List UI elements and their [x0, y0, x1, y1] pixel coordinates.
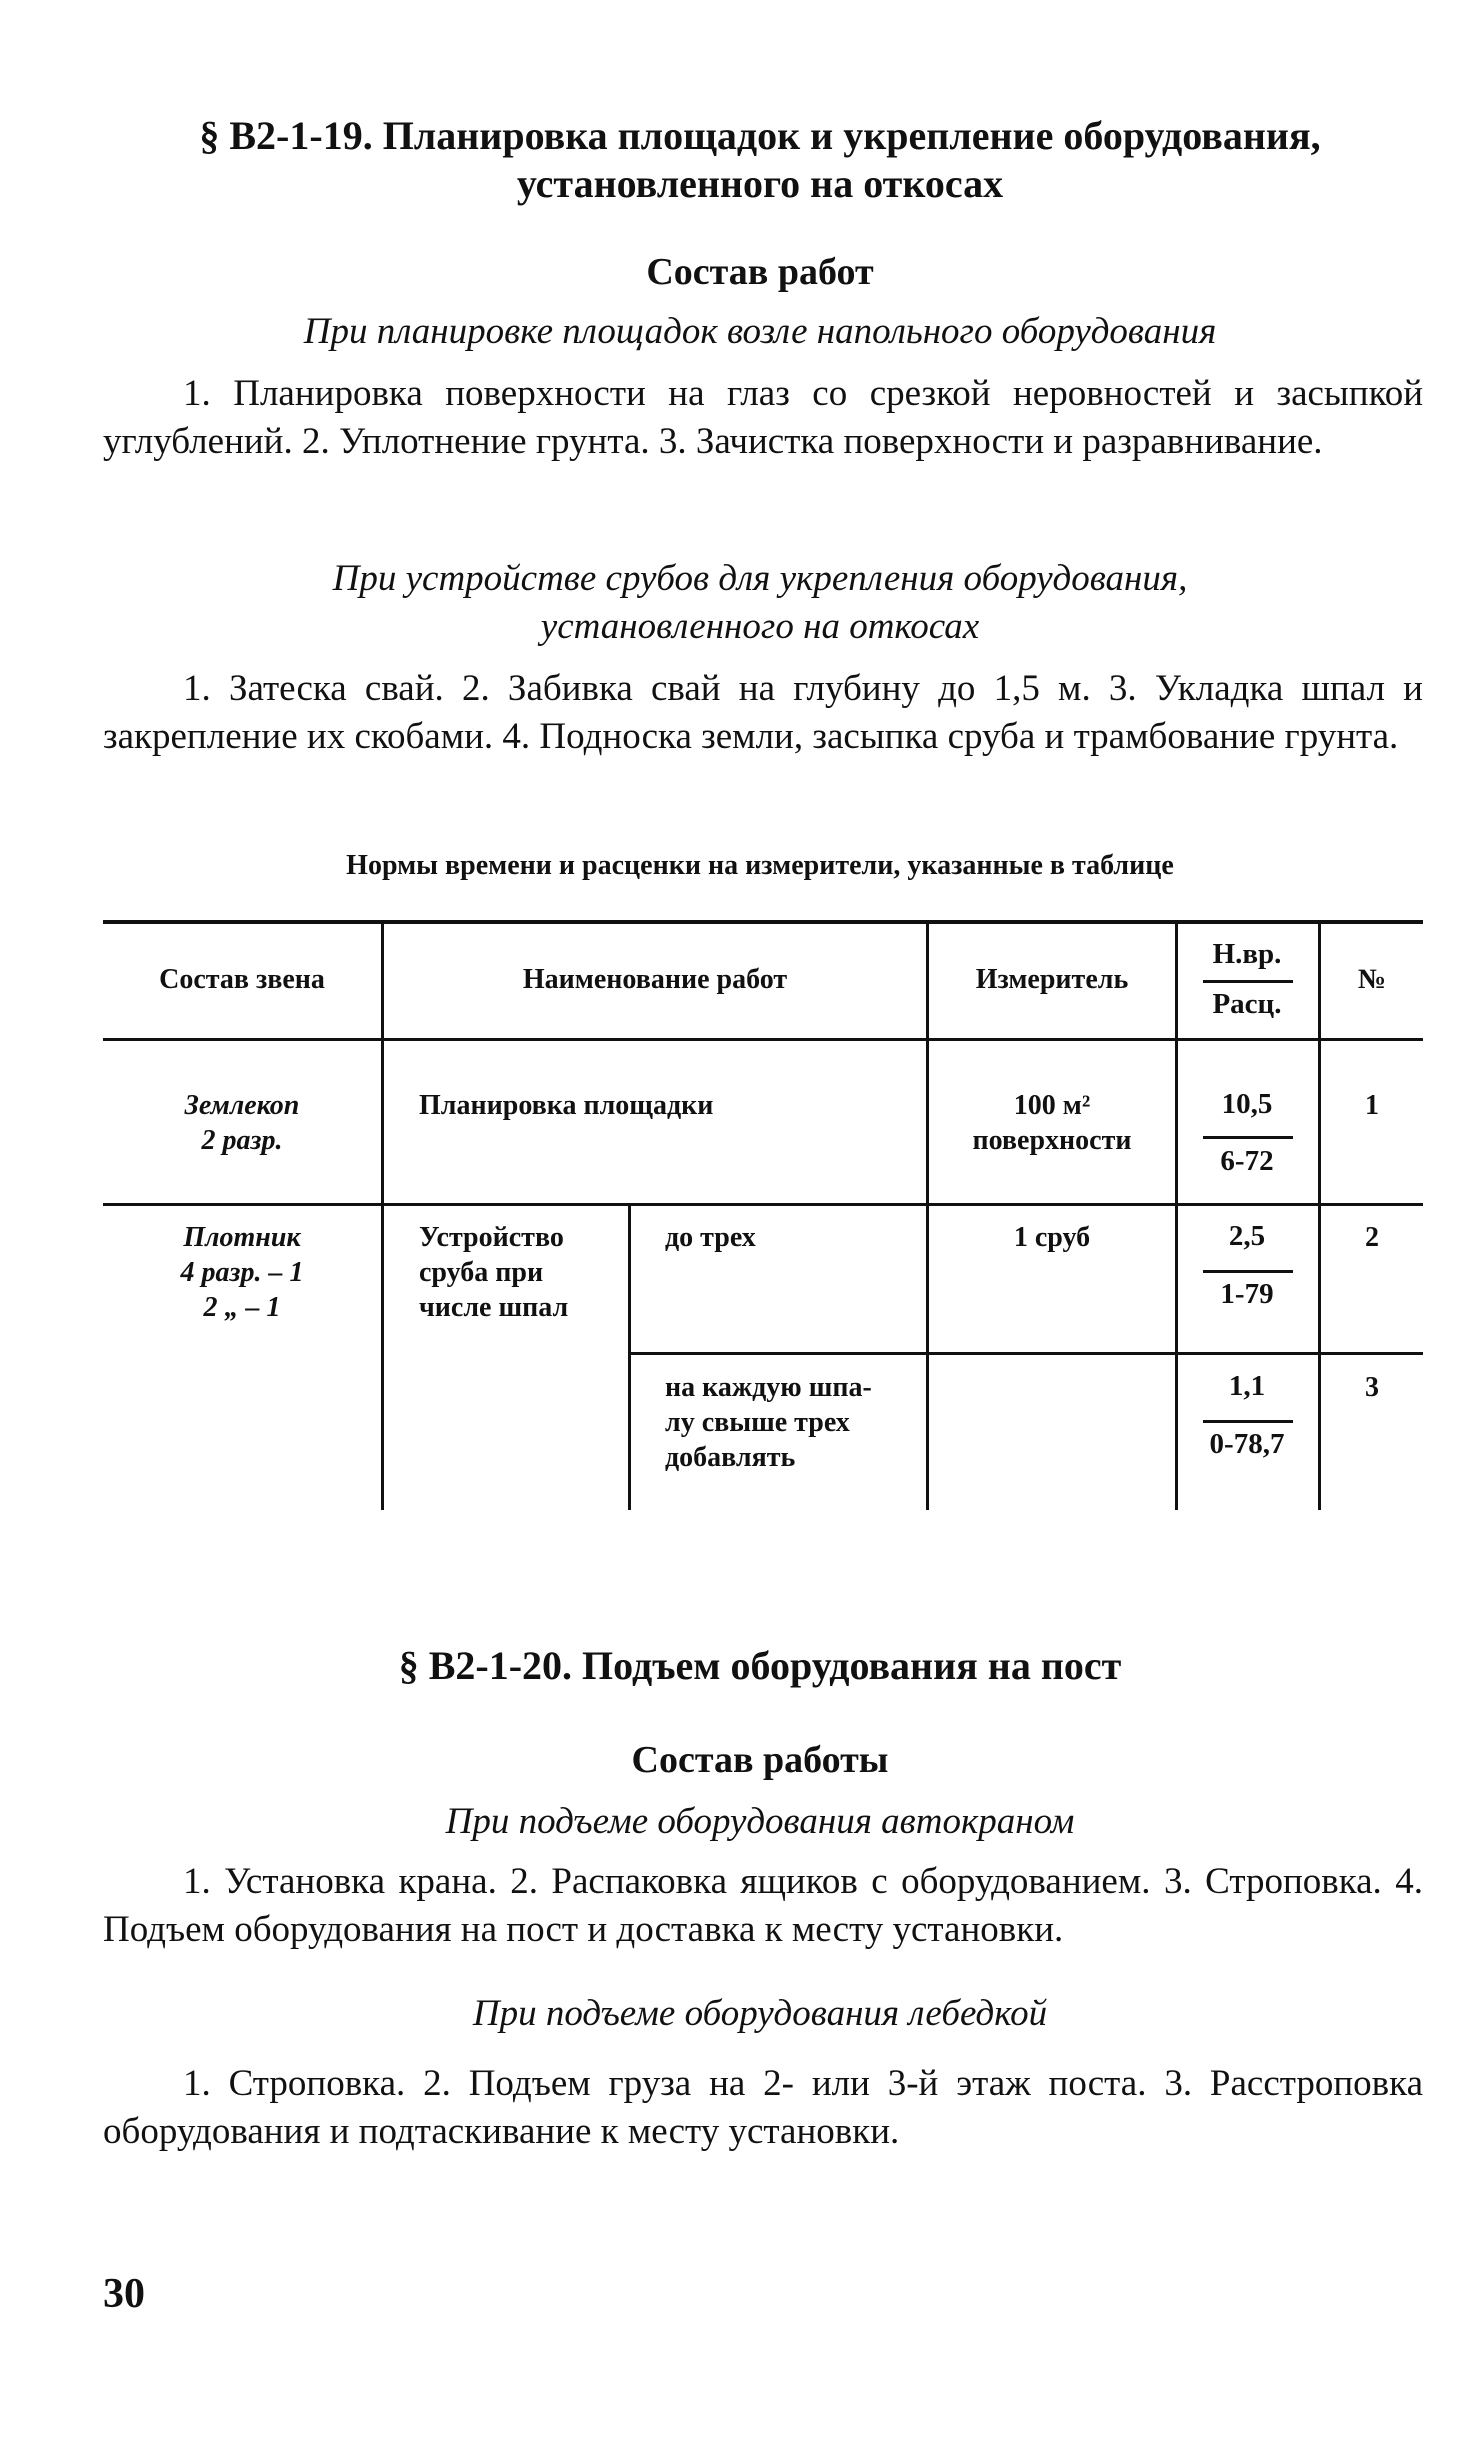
col-rule-2: [926, 920, 929, 1510]
row2-bottom-rule: [628, 1352, 1423, 1355]
paragraph: 1. Затеска свай. 2. Забивка свай на глубину до 1,5 м. 3. Укладка шпал и закрепление их скобами. 4. Подноска земли, засыпка сруба и трамбование грунта.: [103, 668, 1423, 757]
row1-crew-profession: Землекоп: [184, 1090, 300, 1121]
row1-unit-line1: 100 м²: [1013, 1090, 1091, 1121]
section-title: [100, 112, 1420, 208]
row3-fraction-line: [1203, 1420, 1293, 1423]
table-top-rule: [103, 920, 1423, 924]
table-caption: Нормы времени и расценки на измерители, указанные в таблице: [346, 850, 1174, 881]
row1-crew-grade: 2 разр.: [201, 1125, 283, 1156]
row3-sub-line1: на каждую шпа-: [665, 1372, 872, 1403]
section-title-line2: установленного на откосах: [516, 161, 1004, 206]
section2-paragraph: 1. Установка крана. 2. Распаковка ящиков с оборудованием. 3. Строповка. 4. Подъем оборудования на пост и доставка к месту установки.: [103, 1861, 1423, 1950]
paragraph: 1. Планировка поверхности на глаз со срезкой неровностей и засыпкой углублений. 2. Уплотнение грунта. 3. Зачистка поверхности и разравнивание.: [103, 373, 1423, 462]
row1-norm: 10,5: [1221, 1088, 1273, 1120]
row2-unit: 1 сруб: [1013, 1222, 1091, 1253]
col-rule-4: [1318, 920, 1321, 1510]
row1-fraction-line: [1203, 1136, 1293, 1139]
row2-work-line1: Устройство: [419, 1222, 564, 1253]
row3-rate: 0-78,7: [1209, 1428, 1285, 1460]
page-number: 30: [103, 2271, 145, 2317]
row1-crew: [103, 1088, 381, 1158]
subsection-title-line1: При устройстве срубов для укрепления оборудования,: [332, 558, 1188, 599]
row1-unit: [929, 1088, 1175, 1158]
section2-composition-title: Состав работы: [631, 1739, 889, 1781]
row2-crew-grade2: 2 „ – 1: [203, 1292, 281, 1323]
header-crew: Состав звена: [159, 964, 325, 995]
row2-crew: [103, 1220, 381, 1325]
norms-table: [103, 920, 1423, 1510]
header-fraction-line: [1203, 980, 1293, 983]
row2-num: 2: [1365, 1222, 1379, 1253]
row2-rate: 1-79: [1220, 1278, 1274, 1310]
row2-work-line2: сруба при: [419, 1257, 544, 1288]
row2-work: [419, 1220, 619, 1325]
row1-bottom-rule: [103, 1203, 1423, 1206]
col-rule-3: [1175, 920, 1178, 1510]
col-rule-sub: [628, 1203, 631, 1510]
row3-sub-line3: добавлять: [665, 1442, 796, 1473]
header-bottom-rule: [103, 1038, 1423, 1041]
header-rate: Расц.: [1212, 988, 1282, 1020]
header-num: №: [1357, 964, 1387, 995]
row1-rate: 6-72: [1220, 1145, 1274, 1177]
header-unit: Измеритель: [975, 964, 1129, 995]
section-title-line1: § В2-1-19. Планировка площадок и укрепление оборудования,: [199, 113, 1321, 158]
header-norm: Н.вр.: [1212, 938, 1282, 970]
row1-unit-line2: поверхности: [972, 1125, 1132, 1156]
section2-subsection-title: При подъеме оборудования автокраном: [445, 1801, 1075, 1842]
row3-sub-line2: лу свыше трех: [665, 1407, 850, 1438]
row3-norm: 1,1: [1228, 1370, 1266, 1402]
section2-subsection-title: При подъеме оборудования лебедкой: [472, 1993, 1048, 2034]
row2-fraction-line: [1203, 1270, 1293, 1273]
row3-sub: [665, 1370, 925, 1475]
section2-paragraph: 1. Строповка. 2. Подъем груза на 2- или 3-й этаж поста. 3. Расстроповка оборудования и подтаскивание к месту установки.: [103, 2063, 1423, 2152]
col-rule-1: [381, 920, 384, 1510]
subsection-title: [100, 555, 1420, 651]
subsection-title: При планировке площадок возле напольного оборудования: [303, 311, 1217, 352]
row2-work-line3: числе шпал: [419, 1292, 569, 1323]
row1-num: 1: [1365, 1090, 1379, 1121]
composition-title: Состав работ: [646, 251, 874, 293]
row2-crew-profession: Плотник: [183, 1222, 301, 1253]
section2-title: § В2-1-20. Подъем оборудования на пост: [398, 1643, 1122, 1688]
header-work: Наименование работ: [522, 964, 788, 995]
subsection-title-line2: установленного на откосах: [540, 606, 980, 647]
row2-norm: 2,5: [1228, 1220, 1266, 1252]
row2-sub: до трех: [665, 1222, 756, 1253]
row3-num: 3: [1365, 1372, 1379, 1403]
row1-work: Планировка площадки: [419, 1090, 714, 1121]
row2-crew-grade1: 4 разр. – 1: [180, 1257, 304, 1288]
